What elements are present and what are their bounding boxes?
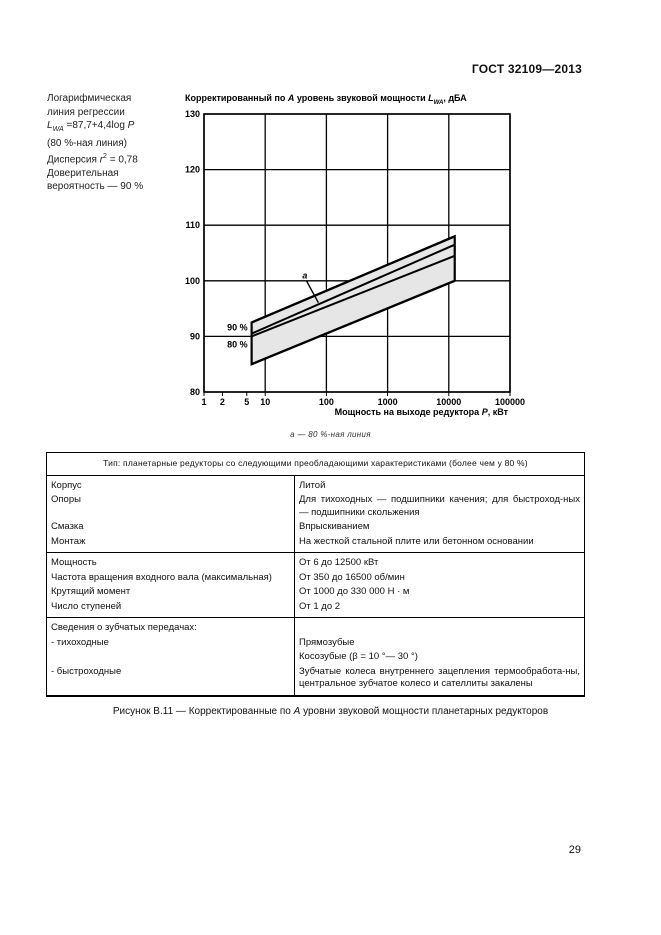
page-number: 29 — [568, 844, 581, 856]
table-row — [47, 535, 584, 553]
x-tick-label: 5 — [244, 397, 250, 407]
legend-dispersion: Дисперсия $r^2 = 0,78$ — [47, 153, 138, 166]
annotation-label: a — [302, 270, 308, 281]
label-90-percent: 90 % — [227, 322, 248, 333]
annotation-note: a — 80 %-ная линия — [290, 430, 371, 439]
row-value: Для тихоходных — подшипники качения; для быстроход-ных — подшипники скольжения — [299, 494, 580, 518]
sound-power-chart — [160, 84, 526, 424]
row-value: Литой — [299, 479, 326, 491]
characteristics-table — [47, 453, 584, 696]
row-label: Число ступеней — [47, 600, 295, 618]
table-row — [47, 665, 584, 696]
table-row — [47, 650, 584, 665]
table-row — [47, 585, 584, 600]
row-label: Частота вращения входного вала (максимальная) — [47, 571, 295, 586]
row-label: Опоры — [47, 493, 295, 520]
row-label: Корпус — [47, 475, 295, 493]
table-row — [47, 475, 584, 493]
table-row — [47, 571, 584, 586]
table-row — [47, 493, 584, 520]
x-tick-label: 1000 — [377, 397, 398, 407]
table-row — [47, 618, 584, 636]
row-label: Мощность — [47, 553, 295, 571]
x-tick-label: 100 — [318, 397, 334, 407]
y-tick-label: 130 — [184, 109, 200, 119]
x-tick-label: 1 — [201, 397, 207, 407]
row-value: От 1000 до 330 000 Н · м — [299, 586, 410, 597]
row-value: От 6 до 12500 кВт — [299, 557, 379, 568]
y-tick-label: 120 — [184, 164, 200, 175]
row-label: Сведения о зубчатых передачах: — [47, 618, 295, 636]
x-tick-label: 2 — [219, 397, 225, 407]
band-outline — [252, 236, 455, 364]
row-label: - тихоходные — [47, 636, 295, 651]
series-line-3 — [252, 256, 455, 337]
table-row — [47, 600, 584, 618]
table-row — [47, 636, 584, 651]
row-value: На жесткой стальной плите или бетонном основании — [295, 535, 585, 553]
legend-formula: $L_{WA} =87,7+4,4\log$ P — [47, 120, 135, 133]
x-tick-label: 10000 — [436, 397, 462, 407]
standard-code: ГОСТ 32109—2013 — [471, 62, 582, 76]
legend-confidence-2: вероятность — 90 % — [47, 181, 144, 193]
legend-line-4: (80 %-ная линия) — [47, 137, 128, 149]
x-tick-label: 100000 — [494, 397, 526, 407]
row-label: Крутящий момент — [47, 585, 295, 600]
legend-line-2: линия регрессии — [47, 106, 125, 118]
row-label — [47, 650, 295, 665]
x-axis-title: Мощность на выходе редуктора P, кВт — [334, 407, 508, 417]
row-value: Впрыскиванием — [299, 521, 370, 532]
y-axis-title: Корректированный по A уровень звуковой мощности $L_{WA}$, дБА — [185, 93, 467, 106]
y-tick-label: 110 — [185, 220, 200, 231]
row-value: Зубчатые колеса внутреннего зацепления термообработа-ны, центральное зубчатое колесо и сателлиты закалены — [295, 665, 585, 696]
table-row — [47, 553, 584, 571]
row-label: Монтаж — [47, 535, 295, 553]
confidence-band — [252, 236, 455, 364]
chart-grid — [204, 114, 510, 392]
table-row — [47, 520, 584, 535]
y-tick-label: 90 — [189, 331, 200, 342]
y-tick-label: 80 — [189, 387, 200, 397]
table-header: Тип: планетарные редукторы со следующими преобладающими характеристиками (более чем у 80 %) — [47, 453, 584, 475]
chart-ticks — [185, 109, 525, 407]
x-tick-label: 10 — [260, 397, 271, 407]
row-label: Смазка — [47, 520, 295, 535]
row-value: Прямозубые — [299, 636, 355, 648]
legend-line-1: Логарифмическая — [47, 93, 132, 104]
row-value: От 1 до 2 — [295, 600, 585, 618]
row-label: - быстроходные — [47, 665, 295, 696]
figure-caption: Рисунок В.11 — Корректированные по A уровни звуковой мощности планетарных редукторов — [112, 706, 549, 717]
row-value: От 350 до 16500 об/мин — [299, 571, 405, 583]
legend-confidence-1: Доверительная — [47, 167, 119, 179]
y-tick-label: 100 — [184, 275, 200, 286]
label-80-percent: 80 % — [227, 339, 248, 350]
row-value: Косозубые (β = 10 °— 30 °) — [299, 651, 418, 662]
row-value — [295, 618, 585, 636]
plot-frame — [204, 114, 510, 392]
